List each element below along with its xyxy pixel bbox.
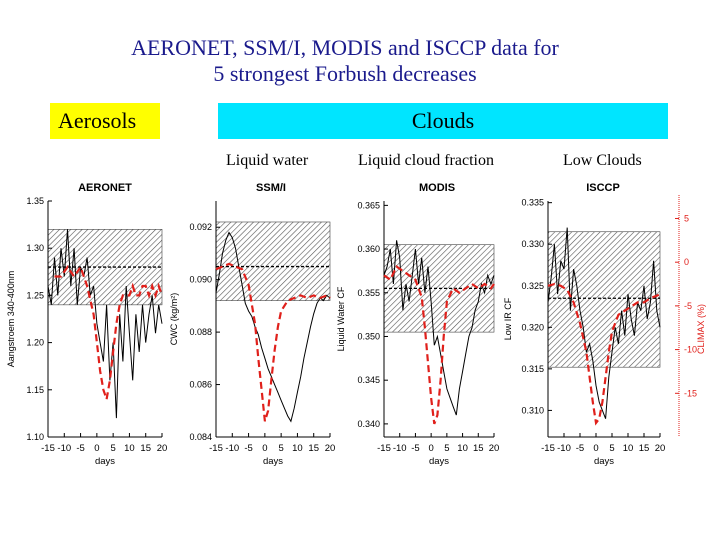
x-tick-label: 5 [444, 443, 450, 454]
x-tick-label: 10 [622, 443, 634, 454]
x-axis-label: days [428, 456, 450, 467]
x-tick-label: 0 [593, 443, 599, 454]
chart-aeronet [6, 182, 167, 467]
y-tick-label: 0.365 [357, 200, 380, 211]
page-title-line-1: AERONET, SSM/I, MODIS and ISCCP data for [131, 35, 559, 60]
confidence-band [216, 222, 330, 301]
x-axis-label: days [262, 456, 284, 467]
x-tick-label: -15 [41, 443, 55, 454]
y-tick-label: 0.345 [357, 375, 380, 386]
y-tick-label: 1.30 [26, 243, 44, 254]
climax-axis-label: CLIMAX (%) [696, 303, 706, 355]
page-title-line-2: 5 strongest Forbush decreases [213, 61, 477, 86]
x-tick-label: -5 [76, 443, 85, 454]
x-tick-label: 20 [324, 443, 336, 454]
confidence-band [548, 232, 660, 367]
x-tick-label: -10 [557, 443, 571, 454]
x-tick-label: 5 [278, 443, 284, 454]
y-tick-label: 0.325 [521, 280, 544, 291]
x-tick-label: 15 [308, 443, 320, 454]
low-clouds-label: Low Clouds [563, 152, 642, 169]
y-tick-label: 1.10 [26, 432, 44, 442]
x-tick-label: 10 [292, 443, 303, 454]
y-tick-label: 0.092 [189, 222, 212, 233]
y-tick-label: 0.084 [189, 432, 212, 442]
x-tick-label: -10 [225, 443, 240, 454]
y-axis-label: CWC (kg/m²) [169, 292, 179, 346]
y-tick-label: 1.35 [26, 196, 44, 206]
y-tick-label: 1.15 [26, 384, 44, 395]
x-tick-label: 0 [428, 443, 434, 454]
climax-tick-label: -15 [684, 388, 698, 399]
x-tick-label: 15 [638, 443, 650, 454]
y-tick-label: 0.330 [521, 239, 544, 250]
x-axis-label: days [94, 456, 116, 467]
y-tick-label: 0.360 [357, 244, 380, 255]
x-tick-label: -15 [209, 443, 223, 454]
clouds-label: Clouds [411, 108, 475, 133]
y-tick-label: 0.350 [357, 331, 380, 342]
y-tick-label: 0.335 [521, 197, 544, 208]
y-tick-label: 0.086 [189, 379, 212, 390]
x-axis-label: days [593, 456, 615, 467]
y-tick-label: 0.088 [189, 327, 212, 338]
liquid-cloud-fraction-label: Liquid cloud fraction [358, 152, 494, 169]
x-tick-label: 0 [262, 443, 268, 454]
y-tick-label: 0.090 [189, 274, 212, 285]
chart-modis [336, 182, 499, 467]
climax-tick-label: -5 [684, 300, 693, 311]
y-tick-label: 0.340 [357, 418, 380, 429]
y-tick-label: 1.20 [26, 337, 44, 348]
x-tick-label: 20 [654, 443, 666, 454]
y-tick-label: 1.25 [26, 290, 44, 301]
chart-ssmi [169, 182, 335, 467]
climax-tick-label: 0 [684, 257, 690, 268]
x-tick-label: -10 [392, 443, 407, 454]
chart-title: AERONET [78, 182, 132, 194]
x-tick-label: 20 [156, 443, 168, 454]
y-axis-label: Aangstroem 340-400nm [6, 270, 16, 368]
y-axis-label: Liquid Water CF [336, 286, 346, 352]
y-axis-label: Low IR CF [503, 297, 513, 341]
aerosols-label: Aerosols [58, 108, 137, 133]
x-tick-label: 0 [94, 443, 100, 454]
climax-tick-label: -10 [684, 344, 698, 355]
x-tick-label: 20 [488, 443, 500, 454]
chart-isccp [503, 182, 706, 467]
x-tick-label: -10 [57, 443, 72, 454]
climax-tick-label: 5 [684, 213, 690, 224]
y-tick-label: 0.320 [521, 322, 544, 333]
x-tick-label: -15 [541, 443, 555, 454]
chart-title: ISCCP [586, 182, 620, 194]
chart-title: MODIS [418, 182, 456, 194]
x-tick-label: 5 [110, 443, 116, 454]
y-tick-label: 0.310 [521, 405, 544, 416]
x-tick-label: -15 [377, 443, 391, 454]
chart-title: SSM/I [256, 182, 286, 194]
x-tick-label: -5 [411, 443, 420, 454]
x-tick-label: 10 [457, 443, 468, 454]
x-tick-label: 10 [124, 443, 135, 454]
x-tick-label: 5 [609, 443, 615, 454]
y-tick-label: 0.315 [521, 363, 544, 374]
x-tick-label: -5 [575, 443, 585, 454]
x-tick-label: -5 [244, 443, 253, 454]
x-tick-label: 15 [140, 443, 152, 454]
liquid-water-label: Liquid water [226, 152, 309, 169]
x-tick-label: 15 [472, 443, 484, 454]
y-tick-label: 0.355 [357, 287, 380, 298]
